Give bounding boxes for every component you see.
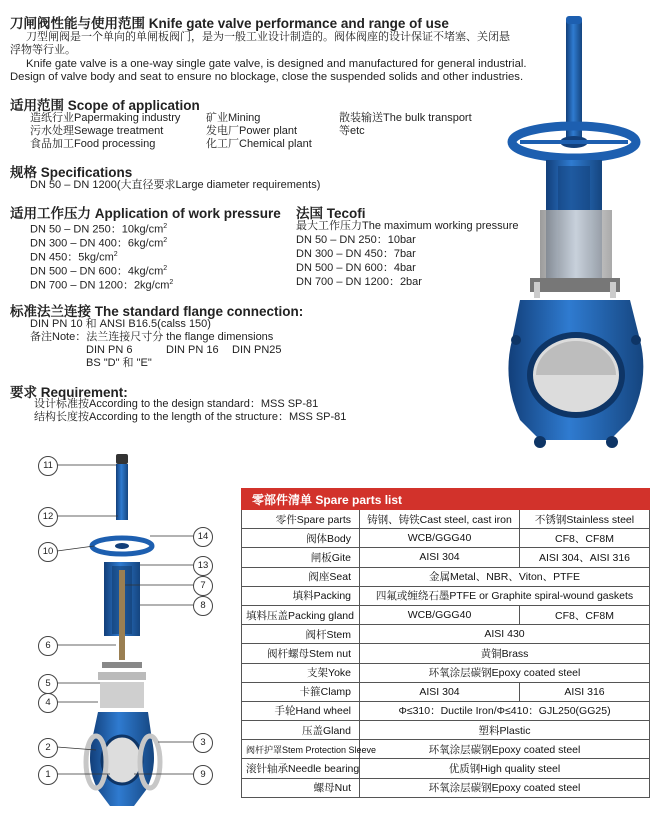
- valve-photo: [500, 10, 670, 465]
- table-row: [242, 605, 650, 624]
- spare-parts-table: [241, 488, 650, 798]
- table-row: [242, 529, 650, 548]
- flange-line1: DIN PN 10 和 ANSI B16.5(calss 150): [30, 318, 211, 330]
- scope-item: 矿业Mining: [206, 112, 261, 124]
- part-value: AISI 304: [360, 682, 520, 701]
- table-row: [242, 663, 650, 682]
- part-name: 压盖Gland: [242, 721, 360, 740]
- callout-9: 9: [193, 765, 213, 785]
- part-name: 阀杆护罩Stem Protection Sleeve: [242, 740, 360, 759]
- table-row: [242, 740, 650, 759]
- exploded-diagram: [0, 450, 240, 818]
- part-name: 填料Packing: [242, 586, 360, 605]
- part-value: 金属Metal、NBR、Viton、PTFE: [360, 567, 650, 586]
- part-name: 滚针轴承Needle bearing: [242, 759, 360, 778]
- callout-6: 6: [38, 636, 58, 656]
- part-name: 手轮Hand wheel: [242, 701, 360, 720]
- tecofi-row: DN 700 – DN 1200：2bar: [296, 276, 422, 288]
- table-row: [242, 586, 650, 605]
- callout-10: 10: [38, 542, 58, 562]
- scope-item: 发电厂Power plant: [206, 125, 298, 137]
- callout-12: 12: [38, 507, 58, 527]
- part-value: AISI 316: [520, 682, 650, 701]
- spare-title: 零部件清单 Spare parts list: [242, 489, 650, 510]
- tecofi-row: DN 50 – DN 250：10bar: [296, 234, 416, 246]
- part-name: 阀杆Stem: [242, 625, 360, 644]
- part-value: 环氧涂层碳钢Epoxy coated steel: [360, 778, 650, 797]
- specs-text: DN 50 – DN 1200(大直径要求Large diameter requirements): [30, 179, 321, 191]
- scope-item: 散装输送The bulk transport: [339, 112, 472, 124]
- part-value: CF8、CF8M: [520, 529, 650, 548]
- flange-line4: BS "D" 和 "E": [86, 357, 152, 369]
- table-row: [242, 759, 650, 778]
- callout-2: 2: [38, 738, 58, 758]
- tecofi-title: 法国 Tecofi: [296, 206, 366, 221]
- table-row: [242, 701, 650, 720]
- callout-13: 13: [193, 556, 213, 576]
- part-value: AISI 304: [360, 548, 520, 567]
- callout-5: 5: [38, 674, 58, 694]
- part-value: WCB/GGG40: [360, 605, 520, 624]
- requirement-title: 要求 Requirement:: [10, 385, 128, 400]
- flange-option: DIN PN 6: [86, 344, 133, 356]
- header-cell: 铸钢、铸铁Cast steel, cast iron: [360, 510, 520, 529]
- part-value: 优质钢High quality steel: [360, 759, 650, 778]
- part-value: 环氧涂层碳钢Epoxy coated steel: [360, 740, 650, 759]
- callout-4: 4: [38, 693, 58, 713]
- scope-item: 等etc: [339, 125, 365, 137]
- callout-1: 1: [38, 765, 58, 785]
- scope-item: 污水处理Sewage treatment: [30, 125, 164, 137]
- part-value: Φ≤310：Ductile Iron/Φ≤410：GJL250(GG25): [360, 701, 650, 720]
- table-row: [242, 721, 650, 740]
- pressure-row: DN 700 – DN 1200：$2kg/cm^2$: [30, 279, 174, 292]
- part-value: 四氟或缠绕石墨PTFE or Graphite spiral-wound gaskets: [360, 586, 650, 605]
- flange-option: DIN PN25: [232, 344, 282, 356]
- header-cell: 零件Spare parts: [242, 510, 360, 529]
- part-name: 阀座Seat: [242, 567, 360, 586]
- pressure-row: DN 50 – DN 250：$10kg/cm^2$: [30, 223, 168, 236]
- table-header-row: [242, 510, 650, 529]
- specs-title: 规格 Specifications: [10, 165, 133, 180]
- part-value: WCB/GGG40: [360, 529, 520, 548]
- callout-8: 8: [193, 596, 213, 616]
- table-row: [242, 682, 650, 701]
- spare-title-row: [242, 489, 650, 510]
- pressure-title: 适用工作压力 Application of work pressure: [10, 206, 281, 221]
- part-name: 阀杆螺母Stem nut: [242, 644, 360, 663]
- part-name: 阀体Body: [242, 529, 360, 548]
- scope-item: 食品加工Food processing: [30, 138, 156, 150]
- pressure-row: DN 450：$5kg/cm^2$: [30, 251, 118, 264]
- part-name: 填料压盖Packing gland: [242, 605, 360, 624]
- tecofi-row: DN 300 – DN 450：7bar: [296, 248, 416, 260]
- table-row: [242, 644, 650, 663]
- part-value: 黄铜Brass: [360, 644, 650, 663]
- requirement-line2: 结构长度按According to the length of the structure：MSS SP-81: [34, 411, 347, 423]
- scope-title: 适用范围 Scope of application: [10, 98, 200, 113]
- callout-11: 11: [38, 456, 58, 476]
- intro-en-line1: Knife gate valve is a one-way single gate valve, is designed and manufactured for general industrial.: [26, 58, 527, 70]
- table-row: [242, 548, 650, 567]
- part-name: 卡箍Clamp: [242, 682, 360, 701]
- part-name: 支架Yoke: [242, 663, 360, 682]
- part-value: 塑料Plastic: [360, 721, 650, 740]
- intro-title: 刀闸阀性能与使用范围 Knife gate valve performance and range of use: [10, 16, 449, 31]
- intro-cn-line2: 浮物等行业。: [10, 44, 76, 56]
- table-row: [242, 625, 650, 644]
- intro-cn-line1: 刀型闸阀是一个单向的单闸板阀门，是为一般工业设计制造的。阀体阀座的设计保证不堵塞、关闭悬: [26, 31, 510, 43]
- part-value: 环氧涂层碳钢Epoxy coated steel: [360, 663, 650, 682]
- table-row: [242, 778, 650, 797]
- pressure-row: DN 500 – DN 600：$4kg/cm^2$: [30, 265, 168, 278]
- pressure-row: DN 300 – DN 400：$6kg/cm^2$: [30, 237, 168, 250]
- intro-en-line2: Design of valve body and seat to ensure no blockage, close the suspended solids and other industries.: [10, 71, 524, 83]
- requirement-line1: 设计标准按According to the design standard：MSS SP-81: [34, 398, 319, 410]
- tecofi-row: DN 500 – DN 600：4bar: [296, 262, 416, 274]
- callout-14: 14: [193, 527, 213, 547]
- flange-title: 标准法兰连接 The standard flange connection:: [10, 304, 304, 319]
- header-cell: 不锈钢Stainless steel: [520, 510, 650, 529]
- tecofi-row: 最大工作压力The maximum working pressure: [296, 220, 519, 232]
- table-row: [242, 567, 650, 586]
- part-value: AISI 430: [360, 625, 650, 644]
- callout-3: 3: [193, 733, 213, 753]
- part-value: CF8、CF8M: [520, 605, 650, 624]
- part-value: AISI 304、AISI 316: [520, 548, 650, 567]
- scope-item: 化工厂Chemical plant: [206, 138, 312, 150]
- scope-item: 造纸行业Papermaking industry: [30, 112, 181, 124]
- part-name: 闸板Gite: [242, 548, 360, 567]
- flange-option: DIN PN 16: [166, 344, 219, 356]
- part-name: 螺母Nut: [242, 778, 360, 797]
- flange-line2: 备注Note：法兰连接尺寸分 the flange dimensions: [30, 331, 274, 343]
- callout-7: 7: [193, 576, 213, 596]
